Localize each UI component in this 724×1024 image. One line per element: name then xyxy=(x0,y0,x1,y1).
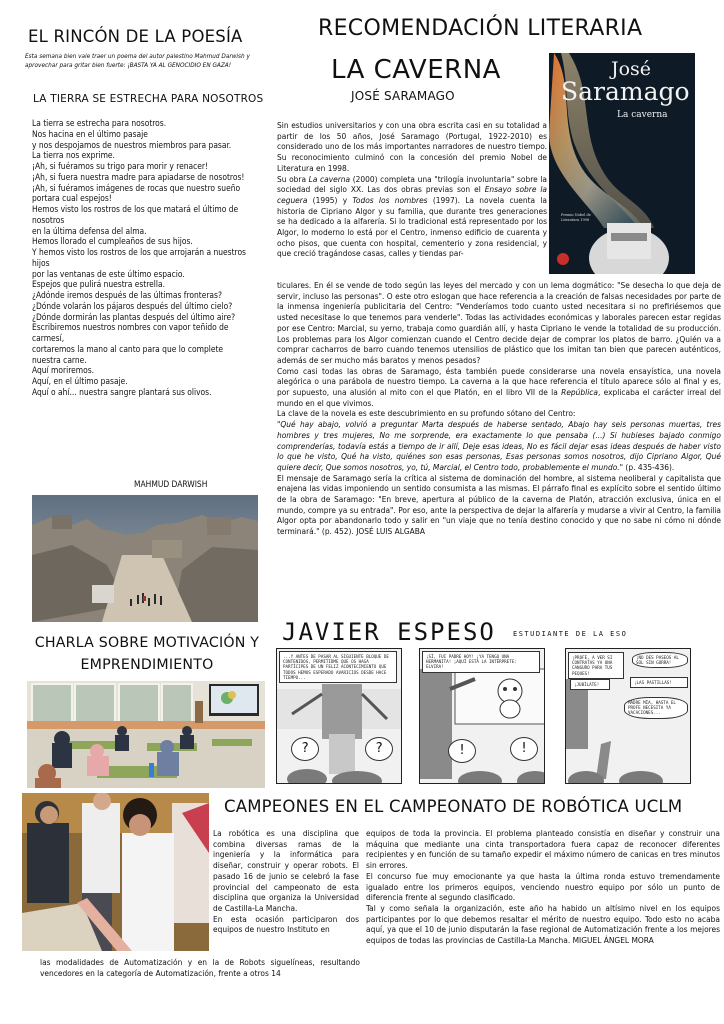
recommendation-text-top xyxy=(277,120,547,259)
rec-p2-text: (2000) completa una "trilogía involuntaria" sobre la sociedad del siglo XX. Las dos obras previas son el xyxy=(277,173,547,195)
poem-line: Espejos que pulirá nuestra estrella. xyxy=(32,279,166,290)
book-author: JOSÉ SARAMAGO xyxy=(351,89,455,103)
poem-line: en la última defensa del alma. xyxy=(32,225,147,236)
comic-author: JAVIER ESPESO xyxy=(282,618,496,646)
speech-bubble: ...Y ANTES DE PASAR AL SIGUIENTE BLOQUE DE CONTENIDOS, PERMITIDME QUE OS HAGA PARTÍCIPES DE UN FELIZ ACONTECIMIENTO QUE TODOS HEMOS ESPERADO AVARICIOS DESDE HACE TIEMPO... xyxy=(279,651,397,683)
work-title-la-caverna: La caverna xyxy=(308,173,351,184)
robotics-paragraph-2: En esta ocasión participaron dos equipos de nuestro Instituto en xyxy=(213,913,359,935)
speech-bubble: ¡PROFE, A VER SI CONTRATAS YA UNA CANGURO PARA TUS PEQUES! xyxy=(568,652,624,679)
comic-panel-2 xyxy=(419,648,545,784)
comic-panel-3 xyxy=(565,648,691,784)
poem-line: por las ventanas de este último espacio. xyxy=(32,268,185,279)
poem-line: La tierra nos exprime. xyxy=(32,150,115,161)
rec-paragraph-2 xyxy=(277,174,547,260)
poem-line: Y hemos visto los rostros de los que arrojarán a nuestros hijos xyxy=(32,247,246,268)
work-title-ensayo: Ensayo sobre la ceguera xyxy=(277,184,547,205)
rec-paragraph-5: El mensaje de Saramago sería la crítica al sistema de dominación del hombre, al sistema neoliberal y capitalista que enajena las vidas imponiendo un sentido consumista a las mismas. El párrafo final es explícito sobre el sentido último de la obra de Saramago: "En breve, apertura al público de la caverna de Platón, atracción exclusiva, única en el mundo, compre ya su entrada". Por eso, ante la perspectiva de dejar la alfarería y mudarse a vivir al Centro, la familia Algor opta por abandonarlo todo y salir en "un viaje que no tenía destino conocido y que no sabe ni cómo ni dónde terminará." (p. 452). JOSÉ LUIS ALGABA xyxy=(277,472,721,537)
poem-line: Nos hacina en el último pasaje xyxy=(32,128,148,139)
robotics-text-col2 xyxy=(366,828,720,946)
thought-bubble: ! xyxy=(510,737,538,761)
poem-line: Aquí, en el último pasaje. xyxy=(32,376,128,386)
quote-reference: (p. 435-436). xyxy=(623,461,675,472)
poem-line: ¿Adónde iremos después de las últimas fronteras? xyxy=(32,290,222,300)
robotics-paragraph-3: equipos de toda la provincia. El problema planteado consistía en diseñar y construir una máquina que mediante una cinta transportadora fuera capaz de reconocer diferentes recipientes y en función de su tamaño expedir el máximo número de canicas en tres minutos sin errores. xyxy=(366,828,720,871)
poem-line: y nos despojamos de nuestros miembros para pasar. xyxy=(32,139,232,150)
poem-line: ¡Ah, si fuera nuestra madre para apiadarse de nosotros! xyxy=(32,171,245,182)
recommendation-section-title: RECOMENDACIÓN LITERARIA xyxy=(318,16,643,41)
thought-bubble-text: MADRE MÍA, HASTA EL PROFE NECESITA YA VACACIONES... xyxy=(624,697,688,719)
cover-book-title: La caverna xyxy=(617,110,668,120)
poetry-intro: Esta semana bien vale traer un poema del autor palestino Mahmud Darwish y aprovechar para gritar bien fuerte: ¡BASTA YA AL GENOCIDIO EN GAZA! xyxy=(25,52,250,69)
poem-line: ¿Dónde dormirán las plantas después del último aire? xyxy=(32,311,236,322)
robotics-paragraph-5: Tal y como señala la organización, este año ha habido un altísimo nivel en los equipos participantes por lo que debemos resaltar el mérito de nuestro equipo. Todo esto no acaba aquí, ya que el 10 de junio disputarán la fase regional de Automatización frente a los mejores equipos de todas las provincias de Castilla-La Mancha. MIGUEL ÁNGEL MORA xyxy=(366,902,720,946)
poem-line: ¡Ah, si fuéramos imágenes de rocas que nuestro sueño portara cual espejos! xyxy=(32,182,241,204)
thought-bubble: ? xyxy=(291,737,319,761)
speech-bubble: ¡SÍ, FUI PADRE HOY! ¡YA TENGO UNA HERMANITA! ¡AQUÍ ESTÁ LA INTÉRPRETE: ELVIRA! xyxy=(422,651,540,673)
cover-award-text: Premio Nobel de Literatura 1998 xyxy=(561,213,591,222)
book-title: LA CAVERNA xyxy=(331,55,501,85)
rec-p2-text: Su obra xyxy=(277,173,309,184)
poem-body xyxy=(32,118,252,398)
rec-paragraph-3 xyxy=(277,366,721,409)
poem-line: Hemos llorado el cumpleaños de sus hijos. xyxy=(32,236,193,247)
robotics-section-title: CAMPEONES EN EL CAMPEONATO DE ROBÓTICA UCLM xyxy=(224,797,683,816)
rec-p2-text: (1995) y xyxy=(307,194,353,205)
cover-author-last: Saramago xyxy=(561,77,690,106)
thought-bubble: ? xyxy=(365,737,393,761)
robotics-paragraph-1: La robótica es una disciplina que combina diversas ramas de la ingeniería y la informática para diseñar, construir y operar robots. El pasado 16 de junio se celebró la fase provincial del campeonato de esta disciplina que organiza la Universidad de Castilla-La Mancha. xyxy=(213,828,359,913)
poem-line: La tierra se estrecha para nosotros. xyxy=(32,118,167,128)
rec-p3-text: Como casi todas las obras de Saramago, ésta también puede considerarse una novela ensayística, una novela alegórica o una parábola de nuestro tiempo. La caverna a la que hace referencia el título aparece sólo al final y es, por supuesto, una alusión al mito con el que Platón, en el libro VII de la xyxy=(277,365,721,398)
poem-title: LA TIERRA SE ESTRECHA PARA NOSOTROS xyxy=(33,93,264,105)
work-title-todos-los-nombres: Todos los nombres xyxy=(352,194,428,205)
robotics-paragraph-4: El concurso fue muy emocionante ya que hasta la última ronda estuvo tremendamente igualado entre los primeros equipos, venciendo nuestro equipo por sólo un punto de diferencia frente al segundo clasificado. xyxy=(366,870,720,903)
speech-bubble: ¡NO DES PASEOS AL SOL SIN GORRA! xyxy=(632,652,688,668)
poem-line: ¡Ah, si fuéramos su trigo para morir y renacer! xyxy=(32,161,209,171)
quote-text: "Qué hay abajo, volvió a preguntar Marta después de haberse sentado, Abajo hay seis personas muertas, tres hombres y tres mujeres, No me sorprende, era exactamente lo que pensaba (...) Si hubieses bajado conmigo comprenderías, todavía estás a tiempo de ir allí, Deje esas ideas, No es fácil dejar esas ideas después de haber visto lo que he visto, Qué ha visto, quiénes son esas personas, Esas personas somos nosotros, dijo Cipriano Algor, Qué quiere decir, Que somos nosotros, yo, tú, Marcial, el Centro todo, probablemente el mundo." xyxy=(277,419,721,472)
comic-panel-1 xyxy=(276,648,402,784)
rec-paragraph-1: Sin estudios universitarios y con una obra escrita casi en su totalidad a partir de los 50 años, José Saramago (Portugal, 1922-2010) es considerado uno de los más importantes narradores de nuestro tiempo. Su reconocimiento culminó con la concesión del premio Nobel de Literatura en 1998. xyxy=(277,120,547,173)
robotics-text-col1 xyxy=(213,828,359,935)
poem-line: ¿Dónde volarán los pájaros después del último cielo? xyxy=(32,300,233,311)
thought-bubble: ! xyxy=(448,739,476,763)
comic-author-subtitle: ESTUDIANTE DE LA ESO xyxy=(513,630,628,638)
gaza-ruins-photo xyxy=(32,495,258,622)
poem-line: cortaremos la mano al canto para que lo complete nuestra carne. xyxy=(32,343,224,365)
work-title-republica: República xyxy=(561,387,598,398)
charla-section-title: CHARLA SOBRE MOTIVACIÓN Y EMPRENDIMIENTO xyxy=(34,635,260,673)
poem-line: Aquí o ahí... nuestra sangre plantará sus olivos. xyxy=(32,386,212,397)
rec-quote xyxy=(277,419,721,473)
robotics-students-photo xyxy=(22,793,209,951)
rec-p3-text: , explicaba el carácter irreal del mundo en el que vivimos. xyxy=(277,387,721,408)
poetry-section-title: EL RINCÓN DE LA POESÍA xyxy=(28,27,243,46)
poem-line: Hemos visto los rostros de los que matará el último de nosotros xyxy=(32,204,239,225)
speech-bubble: ¡LAS PASTILLAS! xyxy=(630,677,688,688)
cover-author-first: José xyxy=(611,58,652,80)
poem-line: Escribiremos nuestros nombres con vapor teñido de carmesí, xyxy=(32,322,229,343)
poem-author: MAHMUD DARWISH xyxy=(134,479,208,489)
rec-p2-text: (1997). La novela cuenta la historia de Cipriano Algor y su familia, que durante tres generaciones se ha dedicado a la alfarería. Si lo tradicional está representado por los Algor, lo moderno lo está por el Centro, inmenso edificio de cuarenta y ocho pisos, que cuenta con hospital, cementerio y zona residencial, y que creció tragándose casas, calles y tiendas par- xyxy=(277,194,548,259)
rec-paragraph-2-continued: ticulares. En él se vende de todo según las leyes del mercado y con un lema dogmático: "Se desecha lo que deja de servir, incluso las personas". O este otro eslogan que hace referencia a la creación de falsas necesidades por parte de la inmensa ingeniería publicitaria del Centro: "Venderíamos todo cuanto usted necesitara si no prefiriésemos que usted necesitase lo que tenemos para venderle". Todas las actividades económicas y laborales parecen estar regidas por ese Centro: Marcial, su yerno, trabaja como guardián allí, y hasta Cipriano le vende la totalidad de su producción. Los problemas para los Algor comienzan cuando el Centro decide dejar de comprar los platos de barro. ¿Quién va a comprar cacharros de barro cuando tenemos utensilios de plástico que los imitan tan bien que parecen auténticos, además de ser mucho más baratos y menos pesados? xyxy=(277,280,721,365)
recommendation-text-bottom xyxy=(277,280,721,537)
robotics-text-bottom: las modalidades de Automatización y en la de Robots siguelíneas, resultando vencedores en la categoría de Automatización, frente a otros 14 xyxy=(40,957,360,978)
book-cover-image xyxy=(549,53,695,274)
poem-line: Aquí moriremos. xyxy=(32,365,95,376)
speech-bubble: ¡JUBÍLATE! xyxy=(570,679,610,690)
rec-paragraph-4: La clave de la novela es este descubrimiento en su profundo sótano del Centro: xyxy=(277,408,576,419)
classroom-talk-photo xyxy=(27,681,265,788)
